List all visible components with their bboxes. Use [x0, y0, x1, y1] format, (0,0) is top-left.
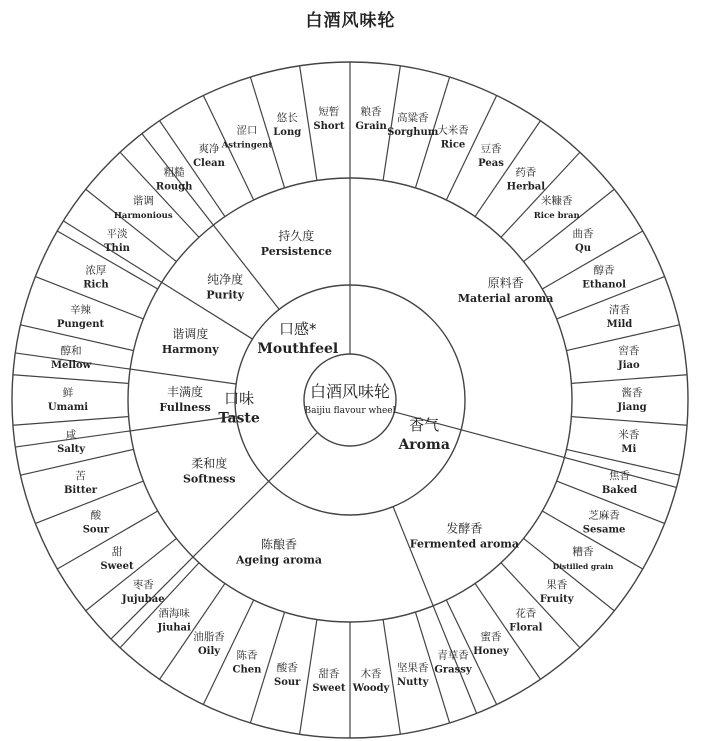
descriptor-divider [86, 189, 177, 261]
descriptor-divider [13, 417, 129, 426]
sub-category-label-en: Purity [206, 288, 245, 302]
descriptor-label-zh: 药香 [515, 166, 537, 179]
descriptor-label-zh: 爽净 [198, 142, 220, 155]
descriptor-label-zh: 木香 [360, 668, 382, 681]
descriptor-label-en: Sweet [312, 683, 346, 695]
sub-category-label-zh: 原料香 [487, 276, 524, 291]
descriptor-label-en: Honey [473, 646, 509, 658]
descriptor-label-en: Mellow [50, 359, 92, 371]
descriptor-label-zh: 酒海味 [158, 607, 190, 620]
descriptor-label-en: Floral [509, 622, 543, 634]
sub-category-label-en: Harmony [161, 342, 219, 356]
descriptor-label-en: Salty [57, 444, 86, 456]
descriptor-label-en: Sweet [100, 560, 134, 572]
descriptor-label-zh: 窖香 [618, 344, 640, 357]
descriptor-label-zh: 花香 [515, 607, 537, 620]
descriptor-label-zh: 平淡 [106, 228, 128, 241]
descriptor-label-en: Long [273, 127, 302, 139]
descriptor-label-en: Baked [601, 485, 638, 497]
descriptor-label-zh: 醇和 [60, 344, 82, 357]
descriptor-label-zh: 酱香 [621, 387, 643, 399]
descriptor-label-en: Sorghum [387, 127, 439, 139]
sub-category-label-en: Fermented aroma [409, 537, 520, 551]
descriptor-label-en: Nutty [397, 676, 429, 688]
sub-category-divider [15, 353, 236, 384]
descriptor-label-zh: 粮香 [360, 105, 382, 118]
descriptor-divider [300, 620, 317, 735]
descriptor-label-zh: 粗糙 [163, 166, 185, 179]
descriptor-label-zh: 鲜 [62, 387, 74, 399]
descriptor-divider [571, 417, 687, 426]
descriptor-label-zh: 悠长 [276, 112, 298, 125]
descriptor-label-zh: 咸 [65, 429, 77, 442]
descriptor-label-zh: 大米香 [437, 124, 469, 137]
descriptor-label-zh: 甜香 [318, 668, 340, 681]
descriptor-label-en: Clean [193, 157, 225, 169]
category-label-zh: 口感* [279, 320, 317, 339]
descriptor-label-en: Mild [606, 318, 633, 330]
descriptor-label-en: Pungent [56, 318, 105, 330]
descriptor-divider [571, 375, 687, 384]
descriptor-label-en: Rice bran [533, 211, 580, 222]
descriptor-label-en: Sour [82, 524, 110, 536]
descriptor-label-zh: 枣香 [132, 578, 154, 591]
descriptor-label-zh: 酸香 [276, 661, 298, 674]
descriptor-label-en: Ethanol [582, 279, 626, 291]
sub-category-label-zh: 丰满度 [166, 385, 204, 399]
center-label-en: Baijiu flavour wheel [304, 406, 396, 416]
sub-category-label-zh: 发酵香 [446, 521, 483, 536]
descriptor-label-zh: 米糠香 [540, 195, 573, 208]
sub-category-label-zh: 柔和度 [191, 456, 228, 471]
descriptor-label-en: Woody [352, 683, 390, 695]
descriptor-label-zh: 果香 [546, 578, 568, 591]
descriptor-label-zh: 醇香 [593, 264, 615, 277]
descriptor-label-en: Harmonious [113, 211, 173, 222]
descriptor-label-zh: 谐调 [132, 195, 154, 208]
descriptor-label-en: Sour [274, 676, 301, 688]
wheel-labels [48, 105, 647, 694]
descriptor-label-en: Astringent [221, 140, 273, 151]
sub-category-label-zh: 纯净度 [207, 272, 244, 287]
descriptor-divider [120, 563, 199, 648]
descriptor-label-en: Oily [197, 646, 221, 658]
descriptor-label-zh: 坚果香 [397, 661, 429, 674]
page-title: 白酒风味轮 [305, 11, 396, 31]
descriptor-label-en: Grain [355, 120, 387, 132]
sub-category-divider [15, 416, 236, 447]
sub-category-label-zh: 谐调度 [172, 326, 209, 341]
descriptor-label-en: Jiao [618, 359, 640, 371]
descriptor-label-zh: 曲香 [572, 228, 594, 241]
sub-category-label-en: Material aroma [457, 292, 554, 306]
descriptor-label-en: Thin [104, 243, 130, 255]
descriptor-label-zh: 油脂香 [193, 631, 225, 644]
descriptor-label-en: Peas [478, 157, 504, 169]
category-label-en: Aroma [398, 436, 450, 453]
descriptor-label-zh: 豆香 [480, 142, 502, 155]
category-label-en: Taste [218, 410, 260, 427]
sub-category-label-en: Persistence [260, 244, 332, 258]
descriptor-label-en: Chen [232, 664, 262, 676]
category-label-zh: 香气 [409, 415, 440, 434]
descriptor-label-en: Sesame [582, 524, 626, 536]
descriptor-label-zh: 芝麻香 [588, 509, 620, 522]
descriptor-label-en: Herbal [506, 181, 546, 193]
descriptor-label-en: Jiang [617, 402, 647, 413]
descriptor-label-zh: 涩口 [236, 124, 258, 137]
descriptor-label-en: Qu [575, 243, 591, 255]
descriptor-label-en: Rough [155, 181, 193, 193]
sub-category-label-zh: 陈酿香 [260, 537, 298, 552]
center-label-zh: 白酒风味轮 [309, 382, 391, 401]
category-label-en: Mouthfeel [257, 341, 339, 358]
descriptor-label-zh: 短暂 [318, 105, 340, 118]
descriptor-label-en: Umami [47, 402, 89, 413]
sub-category-label-zh: 持久度 [278, 228, 315, 243]
descriptor-label-zh: 糟香 [572, 545, 594, 558]
descriptor-label-en: Jiuhai [157, 622, 191, 634]
descriptor-label-zh: 浓厚 [85, 264, 107, 277]
descriptor-label-zh: 辛辣 [70, 303, 92, 316]
sub-category-label-en: Ageing aroma [236, 553, 322, 567]
descriptor-label-zh: 米香 [618, 429, 640, 442]
descriptor-label-zh: 陈香 [236, 649, 258, 662]
descriptor-label-zh: 清香 [608, 303, 630, 316]
descriptor-label-en: Bitter [63, 485, 98, 497]
descriptor-divider [13, 375, 129, 384]
descriptor-divider [501, 563, 580, 648]
descriptor-label-zh: 蜜香 [480, 631, 502, 644]
descriptor-label-zh: 苦 [75, 470, 86, 483]
descriptor-label-zh: 甜 [111, 545, 123, 558]
category-label-zh: 口味 [224, 389, 255, 408]
descriptor-label-en: Short [313, 120, 345, 132]
descriptor-label-en: Jujubae [121, 593, 165, 605]
descriptor-label-en: Distilled grain [552, 561, 614, 571]
descriptor-label-en: Rice [440, 139, 466, 151]
sub-category-label-en: Softness [182, 472, 236, 486]
descriptor-label-en: Rich [83, 279, 109, 291]
descriptor-label-zh: 酸 [90, 509, 102, 522]
descriptor-label-zh: 焦香 [608, 470, 630, 483]
descriptor-label-en: Grassy [434, 664, 472, 676]
descriptor-label-zh: 高粱香 [397, 112, 429, 125]
descriptor-label-en: Fruity [539, 593, 574, 605]
descriptor-label-zh: 青草香 [437, 649, 469, 662]
sub-category-label-en: Fullness [159, 401, 211, 414]
descriptor-label-en: Mi [621, 444, 637, 456]
